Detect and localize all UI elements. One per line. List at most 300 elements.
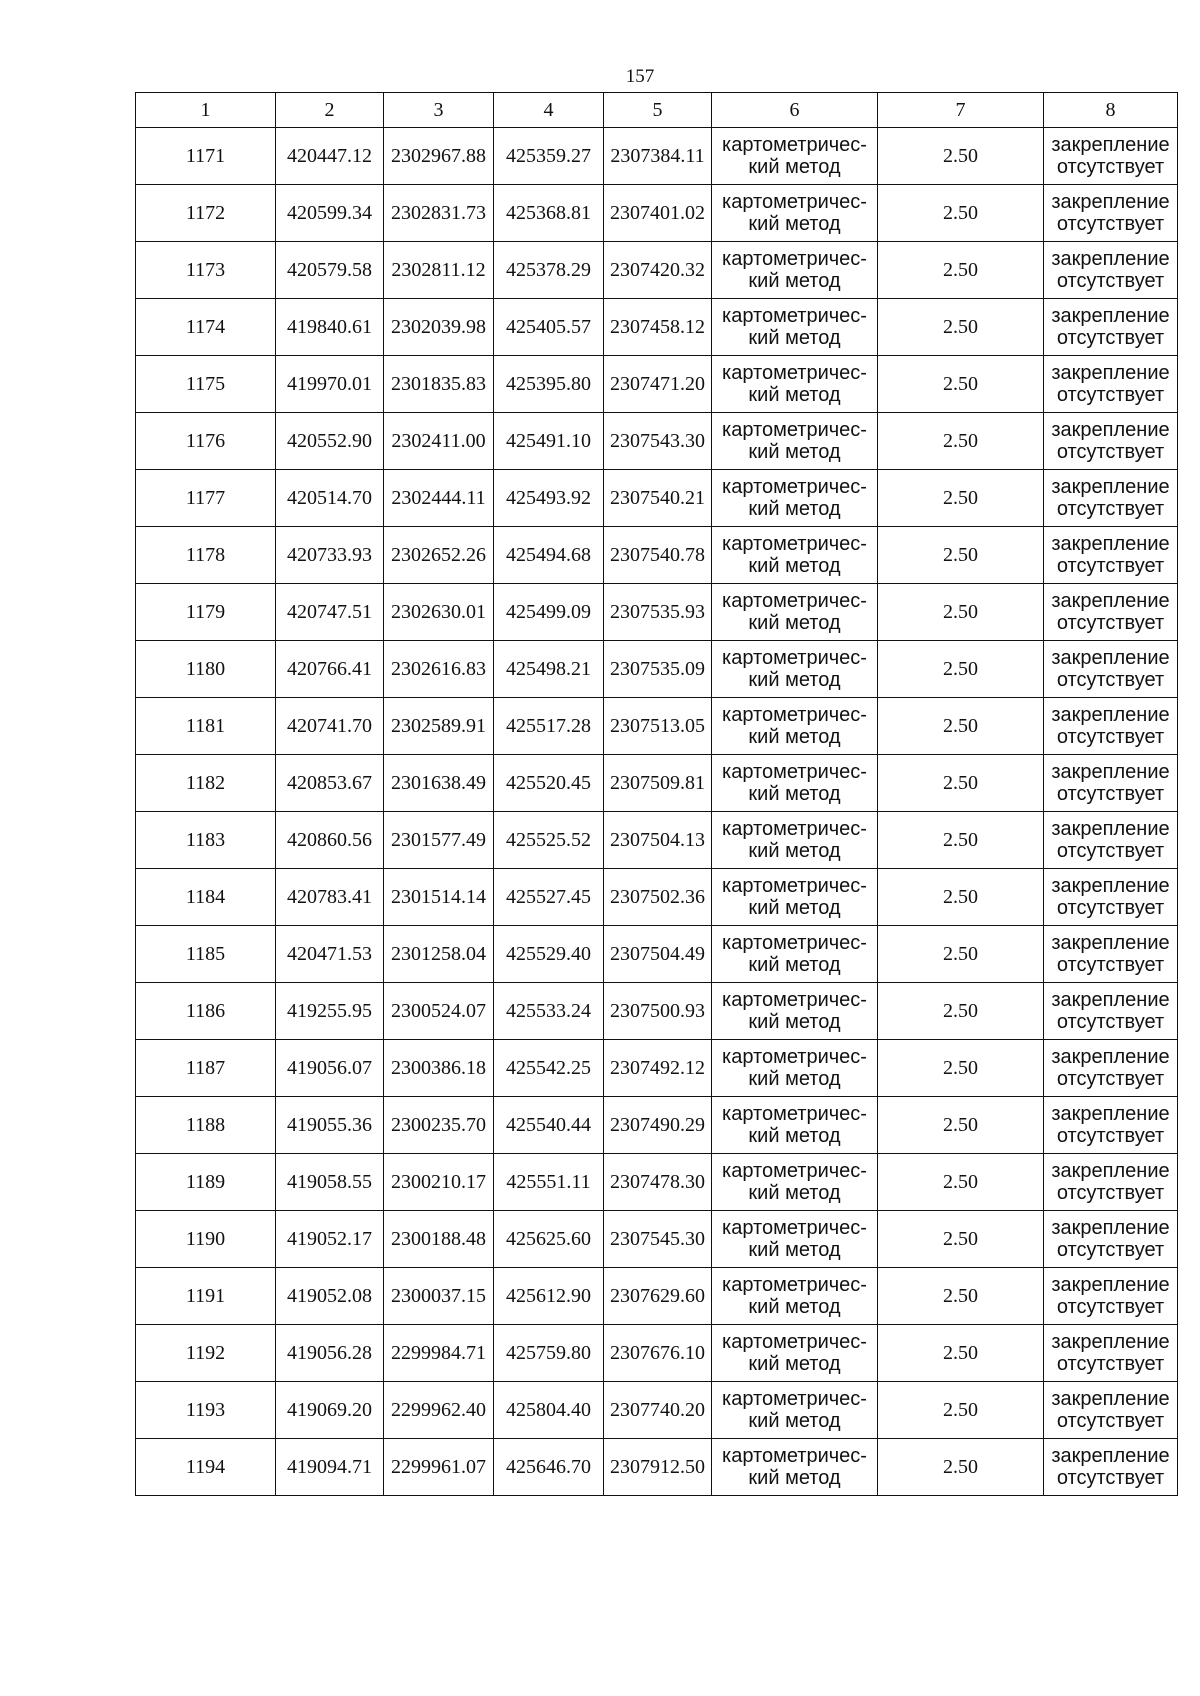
coordinate-cell: 425368.81 — [494, 185, 604, 242]
method-cell — [712, 527, 878, 584]
method-line: кий метод — [748, 213, 841, 235]
method-line: картометричес- — [722, 1445, 867, 1467]
coordinate-cell: 2300386.18 — [384, 1040, 494, 1097]
table-row — [136, 1211, 1178, 1268]
method-cell — [712, 641, 878, 698]
table-row — [136, 527, 1178, 584]
table-row — [136, 356, 1178, 413]
header-cell: 6 — [712, 93, 878, 128]
method-cell — [712, 299, 878, 356]
fixation-line: закрепление — [1051, 362, 1170, 384]
fixation-line: закрепление — [1051, 1103, 1170, 1125]
table-row — [136, 584, 1178, 641]
method-line: кий метод — [748, 384, 841, 406]
fixation-cell — [1044, 470, 1178, 527]
method-line: картометричес- — [722, 362, 867, 384]
table-row — [136, 1382, 1178, 1439]
method-line: картометричес- — [722, 761, 867, 783]
point-number-cell: 1193 — [136, 1382, 276, 1439]
coordinate-cell: 2307504.13 — [604, 812, 712, 869]
coordinate-cell: 420747.51 — [276, 584, 384, 641]
method-cell — [712, 1382, 878, 1439]
accuracy-cell: 2.50 — [878, 1268, 1044, 1325]
fixation-cell — [1044, 1268, 1178, 1325]
accuracy-cell: 2.50 — [878, 1439, 1044, 1496]
coordinate-cell: 2307545.30 — [604, 1211, 712, 1268]
method-cell — [712, 1040, 878, 1097]
fixation-cell — [1044, 755, 1178, 812]
fixation-line: отсутствует — [1056, 897, 1165, 919]
coordinate-cell: 425542.25 — [494, 1040, 604, 1097]
page-number: 157 — [625, 66, 655, 87]
accuracy-cell: 2.50 — [878, 1211, 1044, 1268]
coordinate-cell: 425540.44 — [494, 1097, 604, 1154]
accuracy-cell: 2.50 — [878, 128, 1044, 185]
point-number-cell: 1178 — [136, 527, 276, 584]
fixation-line: отсутствует — [1056, 669, 1165, 691]
fixation-line: закрепление — [1051, 875, 1170, 897]
coordinate-cell: 419970.01 — [276, 356, 384, 413]
accuracy-cell: 2.50 — [878, 470, 1044, 527]
method-cell — [712, 926, 878, 983]
method-cell — [712, 755, 878, 812]
method-line: кий метод — [748, 156, 841, 178]
method-cell — [712, 869, 878, 926]
coordinate-cell: 419056.07 — [276, 1040, 384, 1097]
fixation-line: отсутствует — [1056, 1467, 1165, 1489]
method-cell — [712, 185, 878, 242]
coordinate-cell: 425525.52 — [494, 812, 604, 869]
fixation-line: закрепление — [1051, 476, 1170, 498]
coordinate-cell: 425491.10 — [494, 413, 604, 470]
coordinate-cell: 2307543.30 — [604, 413, 712, 470]
fixation-line: отсутствует — [1056, 612, 1165, 634]
method-line: картометричес- — [722, 191, 867, 213]
fixation-cell — [1044, 299, 1178, 356]
fixation-line: отсутствует — [1056, 1182, 1165, 1204]
coordinate-cell: 425533.24 — [494, 983, 604, 1040]
fixation-line: закрепление — [1051, 134, 1170, 156]
coordinate-cell: 2299961.07 — [384, 1439, 494, 1496]
table-row — [136, 1268, 1178, 1325]
table-row — [136, 698, 1178, 755]
coordinate-cell: 425804.40 — [494, 1382, 604, 1439]
accuracy-cell: 2.50 — [878, 812, 1044, 869]
coordinate-cell: 419052.17 — [276, 1211, 384, 1268]
fixation-line: закрепление — [1051, 1331, 1170, 1353]
method-line: картометричес- — [722, 1274, 867, 1296]
point-number-cell: 1181 — [136, 698, 276, 755]
method-line: кий метод — [748, 1353, 841, 1375]
method-line: кий метод — [748, 498, 841, 520]
coordinate-cell: 2302652.26 — [384, 527, 494, 584]
coordinate-cell: 420599.34 — [276, 185, 384, 242]
method-line: картометричес- — [722, 1217, 867, 1239]
coordinate-cell: 2307401.02 — [604, 185, 712, 242]
coordinate-cell: 2307629.60 — [604, 1268, 712, 1325]
fixation-cell — [1044, 983, 1178, 1040]
table-row — [136, 755, 1178, 812]
coordinate-cell: 2301577.49 — [384, 812, 494, 869]
method-cell — [712, 1154, 878, 1211]
point-number-cell: 1172 — [136, 185, 276, 242]
table-row — [136, 413, 1178, 470]
coordinate-cell: 419094.71 — [276, 1439, 384, 1496]
method-cell — [712, 584, 878, 641]
coordinate-cell: 2301514.14 — [384, 869, 494, 926]
method-cell — [712, 1268, 878, 1325]
method-cell — [712, 242, 878, 299]
fixation-line: закрепление — [1051, 647, 1170, 669]
fixation-line: закрепление — [1051, 533, 1170, 555]
fixation-line: отсутствует — [1056, 441, 1165, 463]
accuracy-cell: 2.50 — [878, 755, 1044, 812]
header-cell: 4 — [494, 93, 604, 128]
method-cell — [712, 1211, 878, 1268]
coordinate-cell: 2302589.91 — [384, 698, 494, 755]
method-cell — [712, 1439, 878, 1496]
coordinate-cell: 425520.45 — [494, 755, 604, 812]
point-number-cell: 1174 — [136, 299, 276, 356]
fixation-cell — [1044, 1382, 1178, 1439]
method-line: кий метод — [748, 1239, 841, 1261]
coordinate-cell: 2300235.70 — [384, 1097, 494, 1154]
fixation-line: закрепление — [1051, 590, 1170, 612]
fixation-cell — [1044, 584, 1178, 641]
method-cell — [712, 1097, 878, 1154]
table-row — [136, 128, 1178, 185]
point-number-cell: 1185 — [136, 926, 276, 983]
accuracy-cell: 2.50 — [878, 242, 1044, 299]
table-row — [136, 1154, 1178, 1211]
coordinate-cell: 420741.70 — [276, 698, 384, 755]
coordinate-cell: 419055.36 — [276, 1097, 384, 1154]
coordinate-cell: 2307500.93 — [604, 983, 712, 1040]
table-row — [136, 470, 1178, 527]
point-number-cell: 1194 — [136, 1439, 276, 1496]
method-line: картометричес- — [722, 1388, 867, 1410]
method-line: картометричес- — [722, 419, 867, 441]
coordinate-cell: 425493.92 — [494, 470, 604, 527]
accuracy-cell: 2.50 — [878, 1325, 1044, 1382]
fixation-line: отсутствует — [1056, 1239, 1165, 1261]
method-line: кий метод — [748, 270, 841, 292]
fixation-cell — [1044, 1211, 1178, 1268]
coordinate-cell: 425405.57 — [494, 299, 604, 356]
coordinate-cell: 2307676.10 — [604, 1325, 712, 1382]
coordinates-table — [135, 92, 1178, 1496]
coordinate-cell: 2307509.81 — [604, 755, 712, 812]
header-cell: 3 — [384, 93, 494, 128]
table-row — [136, 1325, 1178, 1382]
coordinate-cell: 420783.41 — [276, 869, 384, 926]
accuracy-cell: 2.50 — [878, 641, 1044, 698]
fixation-cell — [1044, 869, 1178, 926]
accuracy-cell: 2.50 — [878, 1040, 1044, 1097]
accuracy-cell: 2.50 — [878, 1154, 1044, 1211]
fixation-line: закрепление — [1051, 818, 1170, 840]
fixation-line: закрепление — [1051, 1274, 1170, 1296]
table-row — [136, 1040, 1178, 1097]
method-line: картометричес- — [722, 704, 867, 726]
method-line: кий метод — [748, 1125, 841, 1147]
method-cell — [712, 470, 878, 527]
fixation-line: закрепление — [1051, 305, 1170, 327]
point-number-cell: 1184 — [136, 869, 276, 926]
fixation-line: закрепление — [1051, 419, 1170, 441]
method-line: кий метод — [748, 441, 841, 463]
method-cell — [712, 698, 878, 755]
method-line: кий метод — [748, 1467, 841, 1489]
fixation-line: закрепление — [1051, 1445, 1170, 1467]
coordinate-cell: 425612.90 — [494, 1268, 604, 1325]
header-cell: 1 — [136, 93, 276, 128]
fixation-line: отсутствует — [1056, 1125, 1165, 1147]
coordinate-cell: 2300037.15 — [384, 1268, 494, 1325]
coordinate-cell: 419056.28 — [276, 1325, 384, 1382]
point-number-cell: 1179 — [136, 584, 276, 641]
accuracy-cell: 2.50 — [878, 413, 1044, 470]
method-line: картометричес- — [722, 248, 867, 270]
table-row — [136, 812, 1178, 869]
accuracy-cell: 2.50 — [878, 1382, 1044, 1439]
point-number-cell: 1189 — [136, 1154, 276, 1211]
coordinate-cell: 2301835.83 — [384, 356, 494, 413]
fixation-line: отсутствует — [1056, 384, 1165, 406]
header-cell: 5 — [604, 93, 712, 128]
fixation-line: отсутствует — [1056, 1410, 1165, 1432]
point-number-cell: 1171 — [136, 128, 276, 185]
fixation-cell — [1044, 1154, 1178, 1211]
method-line: картометричес- — [722, 1103, 867, 1125]
method-line: картометричес- — [722, 1331, 867, 1353]
header-cell: 7 — [878, 93, 1044, 128]
coordinate-cell: 2302039.98 — [384, 299, 494, 356]
fixation-cell — [1044, 413, 1178, 470]
coordinate-cell: 2302616.83 — [384, 641, 494, 698]
fixation-cell — [1044, 1040, 1178, 1097]
coordinate-cell: 2301258.04 — [384, 926, 494, 983]
fixation-line: отсутствует — [1056, 156, 1165, 178]
coordinate-cell: 425527.45 — [494, 869, 604, 926]
method-cell — [712, 1325, 878, 1382]
coordinate-cell: 2307471.20 — [604, 356, 712, 413]
coordinate-cell: 419052.08 — [276, 1268, 384, 1325]
fixation-line: отсутствует — [1056, 498, 1165, 520]
point-number-cell: 1183 — [136, 812, 276, 869]
coordinate-cell: 425625.60 — [494, 1211, 604, 1268]
accuracy-cell: 2.50 — [878, 926, 1044, 983]
method-cell — [712, 812, 878, 869]
table-row — [136, 983, 1178, 1040]
coordinate-cell: 420447.12 — [276, 128, 384, 185]
point-number-cell: 1192 — [136, 1325, 276, 1382]
coordinate-cell: 2302831.73 — [384, 185, 494, 242]
coordinate-cell: 420766.41 — [276, 641, 384, 698]
table-row — [136, 299, 1178, 356]
coordinate-cell: 425759.80 — [494, 1325, 604, 1382]
method-line: кий метод — [748, 1410, 841, 1432]
point-number-cell: 1180 — [136, 641, 276, 698]
fixation-line: закрепление — [1051, 704, 1170, 726]
coordinate-cell: 2301638.49 — [384, 755, 494, 812]
method-line: кий метод — [748, 1068, 841, 1090]
coordinate-cell: 2299984.71 — [384, 1325, 494, 1382]
fixation-line: отсутствует — [1056, 555, 1165, 577]
fixation-line: отсутствует — [1056, 213, 1165, 235]
coordinate-cell: 2302967.88 — [384, 128, 494, 185]
method-line: картометричес- — [722, 989, 867, 1011]
fixation-line: отсутствует — [1056, 270, 1165, 292]
coordinate-cell: 419840.61 — [276, 299, 384, 356]
table-row — [136, 869, 1178, 926]
point-number-cell: 1191 — [136, 1268, 276, 1325]
coordinate-cell: 425378.29 — [494, 242, 604, 299]
coordinate-cell: 425517.28 — [494, 698, 604, 755]
point-number-cell: 1176 — [136, 413, 276, 470]
coordinate-cell: 420471.53 — [276, 926, 384, 983]
method-line: картометричес- — [722, 590, 867, 612]
header-cell: 8 — [1044, 93, 1178, 128]
coordinate-cell: 2307513.05 — [604, 698, 712, 755]
coordinate-cell: 425499.09 — [494, 584, 604, 641]
method-line: кий метод — [748, 612, 841, 634]
fixation-line: отсутствует — [1056, 840, 1165, 862]
fixation-cell — [1044, 926, 1178, 983]
fixation-line: отсутствует — [1056, 327, 1165, 349]
method-line: картометричес- — [722, 818, 867, 840]
method-cell — [712, 983, 878, 1040]
coordinate-cell: 2300188.48 — [384, 1211, 494, 1268]
fixation-line: отсутствует — [1056, 726, 1165, 748]
method-line: кий метод — [748, 726, 841, 748]
fixation-cell — [1044, 242, 1178, 299]
coordinate-cell: 2307490.29 — [604, 1097, 712, 1154]
fixation-line: закрепление — [1051, 1388, 1170, 1410]
fixation-line: закрепление — [1051, 989, 1170, 1011]
coordinate-cell: 2307912.50 — [604, 1439, 712, 1496]
point-number-cell: 1177 — [136, 470, 276, 527]
fixation-line: отсутствует — [1056, 1353, 1165, 1375]
method-line: кий метод — [748, 897, 841, 919]
coordinate-cell: 425359.27 — [494, 128, 604, 185]
method-line: картометричес- — [722, 476, 867, 498]
table-row — [136, 242, 1178, 299]
point-number-cell: 1186 — [136, 983, 276, 1040]
coordinate-cell: 419255.95 — [276, 983, 384, 1040]
table-row — [136, 185, 1178, 242]
method-line: картометричес- — [722, 647, 867, 669]
point-number-cell: 1173 — [136, 242, 276, 299]
coordinate-cell: 2307384.11 — [604, 128, 712, 185]
method-line: картометричес- — [722, 305, 867, 327]
coordinate-cell: 2307540.21 — [604, 470, 712, 527]
coordinate-cell: 2307535.09 — [604, 641, 712, 698]
method-line: кий метод — [748, 555, 841, 577]
coordinate-cell: 420733.93 — [276, 527, 384, 584]
coordinate-cell: 2307502.36 — [604, 869, 712, 926]
table-row — [136, 926, 1178, 983]
method-line: кий метод — [748, 1296, 841, 1318]
fixation-line: закрепление — [1051, 932, 1170, 954]
fixation-cell — [1044, 812, 1178, 869]
table-row — [136, 1097, 1178, 1154]
accuracy-cell: 2.50 — [878, 527, 1044, 584]
point-number-cell: 1188 — [136, 1097, 276, 1154]
point-number-cell: 1190 — [136, 1211, 276, 1268]
coordinate-cell: 2307492.12 — [604, 1040, 712, 1097]
method-cell — [712, 413, 878, 470]
fixation-cell — [1044, 356, 1178, 413]
fixation-cell — [1044, 1097, 1178, 1154]
header-cell: 2 — [276, 93, 384, 128]
fixation-cell — [1044, 698, 1178, 755]
fixation-line: отсутствует — [1056, 954, 1165, 976]
accuracy-cell: 2.50 — [878, 1097, 1044, 1154]
coordinate-cell: 2302811.12 — [384, 242, 494, 299]
point-number-cell: 1175 — [136, 356, 276, 413]
coordinate-cell: 419069.20 — [276, 1382, 384, 1439]
accuracy-cell: 2.50 — [878, 983, 1044, 1040]
method-cell — [712, 128, 878, 185]
coordinate-cell: 425395.80 — [494, 356, 604, 413]
coordinate-cell: 420579.58 — [276, 242, 384, 299]
table-row — [136, 641, 1178, 698]
method-line: кий метод — [748, 327, 841, 349]
accuracy-cell: 2.50 — [878, 185, 1044, 242]
method-line: картометричес- — [722, 932, 867, 954]
method-line: кий метод — [748, 954, 841, 976]
fixation-cell — [1044, 641, 1178, 698]
fixation-cell — [1044, 185, 1178, 242]
fixation-line: отсутствует — [1056, 1068, 1165, 1090]
method-line: картометричес- — [722, 533, 867, 555]
fixation-line: закрепление — [1051, 1046, 1170, 1068]
coordinate-cell: 425494.68 — [494, 527, 604, 584]
fixation-line: закрепление — [1051, 1160, 1170, 1182]
coordinate-cell: 2300210.17 — [384, 1154, 494, 1211]
accuracy-cell: 2.50 — [878, 584, 1044, 641]
accuracy-cell: 2.50 — [878, 356, 1044, 413]
point-number-cell: 1182 — [136, 755, 276, 812]
coordinate-cell: 2299962.40 — [384, 1382, 494, 1439]
coordinate-cell: 2302630.01 — [384, 584, 494, 641]
fixation-line: закрепление — [1051, 191, 1170, 213]
fixation-line: отсутствует — [1056, 1011, 1165, 1033]
coordinate-cell: 420552.90 — [276, 413, 384, 470]
coordinate-cell: 425529.40 — [494, 926, 604, 983]
coordinate-cell: 420860.56 — [276, 812, 384, 869]
method-line: кий метод — [748, 840, 841, 862]
table-row — [136, 1439, 1178, 1496]
fixation-cell — [1044, 1439, 1178, 1496]
fixation-cell — [1044, 128, 1178, 185]
fixation-cell — [1044, 1325, 1178, 1382]
table-header — [136, 93, 1178, 128]
coordinate-cell: 2307535.93 — [604, 584, 712, 641]
point-number-cell: 1187 — [136, 1040, 276, 1097]
coordinate-cell: 425646.70 — [494, 1439, 604, 1496]
header-row — [136, 93, 1178, 128]
coordinate-cell: 2307420.32 — [604, 242, 712, 299]
method-line: картометричес- — [722, 134, 867, 156]
method-line: кий метод — [748, 1011, 841, 1033]
accuracy-cell: 2.50 — [878, 869, 1044, 926]
fixation-line: закрепление — [1051, 248, 1170, 270]
coordinate-cell: 425498.21 — [494, 641, 604, 698]
coordinate-cell: 2307478.30 — [604, 1154, 712, 1211]
table-body — [136, 128, 1178, 1496]
